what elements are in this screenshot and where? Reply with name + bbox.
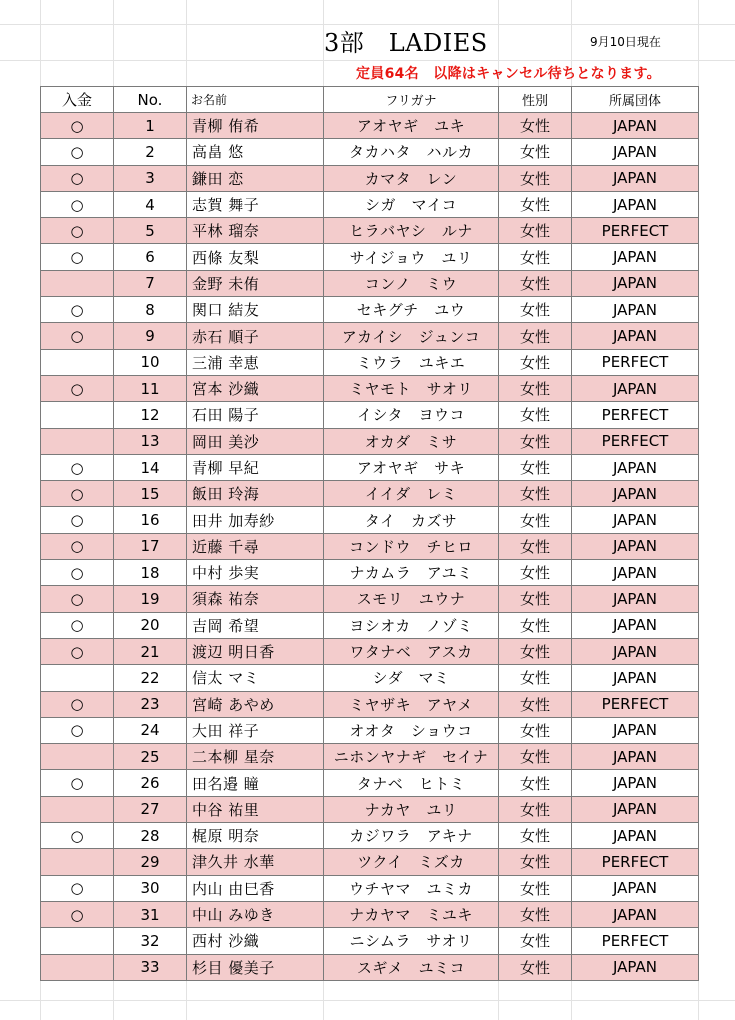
cell-no[interactable]: 13	[114, 428, 187, 454]
cell-gender[interactable]: 女性	[499, 586, 572, 612]
cell-no[interactable]: 24	[114, 717, 187, 743]
cell-kana[interactable]: ナカヤマ ミユキ	[324, 901, 499, 927]
cell-name[interactable]: 須森 祐奈	[187, 586, 324, 612]
cell-no[interactable]: 9	[114, 323, 187, 349]
cell-paid[interactable]: ○	[41, 481, 114, 507]
cell-kana[interactable]: タナベ ヒトミ	[324, 770, 499, 796]
cell-gender[interactable]: 女性	[499, 638, 572, 664]
cell-no[interactable]: 30	[114, 875, 187, 901]
cell-name[interactable]: 鎌田 恋	[187, 165, 324, 191]
cell-gender[interactable]: 女性	[499, 297, 572, 323]
col-header-team[interactable]: 所属団体	[572, 87, 699, 113]
cell-gender[interactable]: 女性	[499, 796, 572, 822]
cell-gender[interactable]: 女性	[499, 770, 572, 796]
cell-kana[interactable]: ヨシオカ ノゾミ	[324, 612, 499, 638]
cell-no[interactable]: 15	[114, 481, 187, 507]
cell-no[interactable]: 7	[114, 270, 187, 296]
cell-no[interactable]: 23	[114, 691, 187, 717]
cell-kana[interactable]: オオタ ショウコ	[324, 717, 499, 743]
table-row	[41, 560, 699, 586]
cell-team[interactable]: JAPAN	[572, 533, 699, 559]
cell-paid[interactable]	[41, 349, 114, 375]
table-row	[41, 770, 699, 796]
cell-paid[interactable]: ○	[41, 875, 114, 901]
cell-team[interactable]: JAPAN	[572, 744, 699, 770]
cell-no[interactable]: 5	[114, 218, 187, 244]
cell-name[interactable]: 信太 マミ	[187, 665, 324, 691]
cell-kana[interactable]: アカイシ ジュンコ	[324, 323, 499, 349]
cell-team[interactable]: PERFECT	[572, 218, 699, 244]
cell-gender[interactable]: 女性	[499, 928, 572, 954]
cell-no[interactable]: 22	[114, 665, 187, 691]
cell-kana[interactable]: イイダ レミ	[324, 481, 499, 507]
cell-team[interactable]: JAPAN	[572, 823, 699, 849]
table-row	[41, 796, 699, 822]
cell-paid[interactable]: ○	[41, 533, 114, 559]
cell-kana[interactable]: ツクイ ミズカ	[324, 849, 499, 875]
cell-paid[interactable]: ○	[41, 191, 114, 217]
cell-kana[interactable]: スギメ ユミコ	[324, 954, 499, 980]
cell-kana[interactable]: オカダ ミサ	[324, 428, 499, 454]
cell-no[interactable]: 32	[114, 928, 187, 954]
cell-no[interactable]: 33	[114, 954, 187, 980]
cell-name[interactable]: 宮本 沙織	[187, 375, 324, 401]
cell-name[interactable]: 赤石 順子	[187, 323, 324, 349]
cell-no[interactable]: 18	[114, 560, 187, 586]
cell-paid[interactable]	[41, 428, 114, 454]
table-row	[41, 928, 699, 954]
cell-kana[interactable]: カジワラ アキナ	[324, 823, 499, 849]
cell-paid[interactable]: ○	[41, 218, 114, 244]
cell-team[interactable]: JAPAN	[572, 612, 699, 638]
table-row	[41, 717, 699, 743]
cell-no[interactable]: 20	[114, 612, 187, 638]
cell-gender[interactable]: 女性	[499, 218, 572, 244]
cell-kana[interactable]: コンノ ミウ	[324, 270, 499, 296]
cell-team[interactable]: PERFECT	[572, 349, 699, 375]
cell-name[interactable]: 三浦 幸恵	[187, 349, 324, 375]
cell-name[interactable]: 関口 結友	[187, 297, 324, 323]
cell-kana[interactable]: アオヤギ ユキ	[324, 113, 499, 139]
cell-team[interactable]: JAPAN	[572, 796, 699, 822]
cell-team[interactable]: JAPAN	[572, 717, 699, 743]
cell-kana[interactable]: ナカヤ ユリ	[324, 796, 499, 822]
cell-kana[interactable]: ワタナベ アスカ	[324, 638, 499, 664]
cell-gender[interactable]: 女性	[499, 612, 572, 638]
col-header-no[interactable]: No.	[114, 87, 187, 113]
cell-gender[interactable]: 女性	[499, 875, 572, 901]
cell-no[interactable]: 2	[114, 139, 187, 165]
cell-gender[interactable]: 女性	[499, 481, 572, 507]
cell-no[interactable]: 11	[114, 375, 187, 401]
sheet-title: 3部 LADIES	[324, 29, 488, 57]
table-row	[41, 665, 699, 691]
cell-paid[interactable]: ○	[41, 375, 114, 401]
table-row	[41, 139, 699, 165]
table-row	[41, 454, 699, 480]
cell-kana[interactable]: ヒラバヤシ ルナ	[324, 218, 499, 244]
cell-no[interactable]: 19	[114, 586, 187, 612]
cell-name[interactable]: 志賀 舞子	[187, 191, 324, 217]
cell-name[interactable]: 梶原 明奈	[187, 823, 324, 849]
table-row	[41, 270, 699, 296]
cell-team[interactable]: JAPAN	[572, 323, 699, 349]
cell-gender[interactable]: 女性	[499, 665, 572, 691]
col-header-paid[interactable]: 入金	[41, 87, 114, 113]
cell-name[interactable]: 渡辺 明日香	[187, 638, 324, 664]
cell-team[interactable]: JAPAN	[572, 191, 699, 217]
table-row	[41, 875, 699, 901]
cell-kana[interactable]: コンドウ チヒロ	[324, 533, 499, 559]
header-row	[41, 87, 699, 113]
col-header-name[interactable]: お名前	[187, 87, 324, 113]
cell-kana[interactable]: ウチヤマ ユミカ	[324, 875, 499, 901]
col-header-kana[interactable]: フリガナ	[324, 87, 499, 113]
cell-name[interactable]: 西村 沙織	[187, 928, 324, 954]
cell-kana[interactable]: イシタ ヨウコ	[324, 402, 499, 428]
cell-paid[interactable]: ○	[41, 323, 114, 349]
cell-paid[interactable]: ○	[41, 770, 114, 796]
cell-team[interactable]: JAPAN	[572, 375, 699, 401]
cell-no[interactable]: 4	[114, 191, 187, 217]
cell-paid[interactable]	[41, 954, 114, 980]
cell-team[interactable]: JAPAN	[572, 297, 699, 323]
cell-no[interactable]: 17	[114, 533, 187, 559]
table-row	[41, 349, 699, 375]
cell-paid[interactable]: ○	[41, 113, 114, 139]
cell-paid[interactable]	[41, 402, 114, 428]
cell-no[interactable]: 26	[114, 770, 187, 796]
table-row	[41, 428, 699, 454]
cell-no[interactable]: 1	[114, 113, 187, 139]
cell-kana[interactable]: ナカムラ アユミ	[324, 560, 499, 586]
cell-no[interactable]: 27	[114, 796, 187, 822]
grid-line	[0, 1000, 735, 1001]
cell-name[interactable]: 大田 祥子	[187, 717, 324, 743]
cell-gender[interactable]: 女性	[499, 402, 572, 428]
cell-team[interactable]: JAPAN	[572, 586, 699, 612]
cell-paid[interactable]	[41, 744, 114, 770]
cell-gender[interactable]: 女性	[499, 849, 572, 875]
cell-kana[interactable]: アオヤギ サキ	[324, 454, 499, 480]
cell-name[interactable]: 内山 由巳香	[187, 875, 324, 901]
cell-gender[interactable]: 女性	[499, 191, 572, 217]
cell-gender[interactable]: 女性	[499, 901, 572, 927]
cell-team[interactable]: JAPAN	[572, 454, 699, 480]
cell-paid[interactable]: ○	[41, 507, 114, 533]
cell-team[interactable]: JAPAN	[572, 165, 699, 191]
cell-paid[interactable]	[41, 849, 114, 875]
cell-gender[interactable]: 女性	[499, 428, 572, 454]
cell-name[interactable]: 金野 未侑	[187, 270, 324, 296]
cell-name[interactable]: 西條 友梨	[187, 244, 324, 270]
cell-name[interactable]: 中谷 祐里	[187, 796, 324, 822]
cell-paid[interactable]: ○	[41, 612, 114, 638]
cell-gender[interactable]: 女性	[499, 165, 572, 191]
cell-name[interactable]: 飯田 玲海	[187, 481, 324, 507]
table-row	[41, 901, 699, 927]
cell-paid[interactable]	[41, 270, 114, 296]
cell-paid[interactable]	[41, 928, 114, 954]
cell-gender[interactable]: 女性	[499, 744, 572, 770]
cell-paid[interactable]: ○	[41, 717, 114, 743]
cell-no[interactable]: 31	[114, 901, 187, 927]
cell-no[interactable]: 29	[114, 849, 187, 875]
as-of-date: 9月10日現在	[590, 35, 661, 49]
cell-paid[interactable]: ○	[41, 691, 114, 717]
cell-kana[interactable]: タイ カズサ	[324, 507, 499, 533]
table-row	[41, 744, 699, 770]
table-row	[41, 823, 699, 849]
cell-kana[interactable]: ニシムラ サオリ	[324, 928, 499, 954]
cell-kana[interactable]: ミヤモト サオリ	[324, 375, 499, 401]
col-header-gender[interactable]: 性別	[499, 87, 572, 113]
table-row	[41, 191, 699, 217]
table-row	[41, 612, 699, 638]
table-row	[41, 375, 699, 401]
cell-name[interactable]: 田井 加寿紗	[187, 507, 324, 533]
cell-gender[interactable]: 女性	[499, 349, 572, 375]
cell-paid[interactable]: ○	[41, 139, 114, 165]
cell-name[interactable]: 吉岡 希望	[187, 612, 324, 638]
cell-paid[interactable]: ○	[41, 823, 114, 849]
cell-paid[interactable]: ○	[41, 165, 114, 191]
cell-team[interactable]: JAPAN	[572, 638, 699, 664]
cell-name[interactable]: 田名邉 瞳	[187, 770, 324, 796]
cell-kana[interactable]: シダ マミ	[324, 665, 499, 691]
cell-team[interactable]: JAPAN	[572, 560, 699, 586]
table-row	[41, 691, 699, 717]
cell-name[interactable]: 津久井 水華	[187, 849, 324, 875]
cell-team[interactable]: JAPAN	[572, 665, 699, 691]
cell-paid[interactable]	[41, 665, 114, 691]
cell-no[interactable]: 16	[114, 507, 187, 533]
cell-gender[interactable]: 女性	[499, 717, 572, 743]
cell-name[interactable]: 杉目 優美子	[187, 954, 324, 980]
cell-no[interactable]: 25	[114, 744, 187, 770]
table-row	[41, 638, 699, 664]
table-row	[41, 323, 699, 349]
cell-name[interactable]: 平林 瑠奈	[187, 218, 324, 244]
cell-kana[interactable]: セキグチ ユウ	[324, 297, 499, 323]
table-row	[41, 165, 699, 191]
cell-no[interactable]: 10	[114, 349, 187, 375]
cell-name[interactable]: 中山 みゆき	[187, 901, 324, 927]
cell-team[interactable]: PERFECT	[572, 402, 699, 428]
cell-gender[interactable]: 女性	[499, 270, 572, 296]
cell-gender[interactable]: 女性	[499, 375, 572, 401]
cell-paid[interactable]: ○	[41, 454, 114, 480]
cell-team[interactable]: PERFECT	[572, 849, 699, 875]
cell-name[interactable]: 宮崎 あやめ	[187, 691, 324, 717]
table-row	[41, 481, 699, 507]
cell-gender[interactable]: 女性	[499, 691, 572, 717]
cell-team[interactable]: JAPAN	[572, 113, 699, 139]
table-row	[41, 297, 699, 323]
cell-paid[interactable]: ○	[41, 560, 114, 586]
cell-no[interactable]: 14	[114, 454, 187, 480]
cell-kana[interactable]: ミヤザキ アヤメ	[324, 691, 499, 717]
cell-gender[interactable]: 女性	[499, 560, 572, 586]
cell-team[interactable]: JAPAN	[572, 770, 699, 796]
cell-paid[interactable]: ○	[41, 244, 114, 270]
cell-no[interactable]: 6	[114, 244, 187, 270]
cell-no[interactable]: 8	[114, 297, 187, 323]
cell-paid[interactable]: ○	[41, 297, 114, 323]
cell-gender[interactable]: 女性	[499, 139, 572, 165]
cell-name[interactable]: 中村 歩実	[187, 560, 324, 586]
cell-team[interactable]: JAPAN	[572, 901, 699, 927]
cell-name[interactable]: 岡田 美沙	[187, 428, 324, 454]
cell-paid[interactable]: ○	[41, 638, 114, 664]
cell-gender[interactable]: 女性	[499, 507, 572, 533]
cell-paid[interactable]	[41, 796, 114, 822]
cell-team[interactable]: JAPAN	[572, 139, 699, 165]
cell-kana[interactable]: スモリ ユウナ	[324, 586, 499, 612]
cell-gender[interactable]: 女性	[499, 823, 572, 849]
table-row	[41, 218, 699, 244]
cell-no[interactable]: 3	[114, 165, 187, 191]
cell-gender[interactable]: 女性	[499, 244, 572, 270]
cell-name[interactable]: 青柳 早紀	[187, 454, 324, 480]
cell-gender[interactable]: 女性	[499, 954, 572, 980]
cell-kana[interactable]: カマタ レン	[324, 165, 499, 191]
table-row	[41, 533, 699, 559]
capacity-notice: 定員64名 以降はキャンセル待ちとなります。	[356, 66, 661, 82]
cell-no[interactable]: 12	[114, 402, 187, 428]
cell-team[interactable]: JAPAN	[572, 875, 699, 901]
cell-team[interactable]: PERFECT	[572, 428, 699, 454]
cell-name[interactable]: 石田 陽子	[187, 402, 324, 428]
cell-name[interactable]: 青柳 侑希	[187, 113, 324, 139]
cell-kana[interactable]: シガ マイコ	[324, 191, 499, 217]
cell-kana[interactable]: タカハタ ハルカ	[324, 139, 499, 165]
cell-name[interactable]: 高畠 悠	[187, 139, 324, 165]
cell-paid[interactable]: ○	[41, 586, 114, 612]
cell-gender[interactable]: 女性	[499, 533, 572, 559]
cell-team[interactable]: PERFECT	[572, 928, 699, 954]
table-row	[41, 849, 699, 875]
cell-team[interactable]: JAPAN	[572, 244, 699, 270]
table-row	[41, 402, 699, 428]
grid-line	[0, 24, 735, 25]
cell-no[interactable]: 28	[114, 823, 187, 849]
cell-team[interactable]: JAPAN	[572, 507, 699, 533]
cell-team[interactable]: JAPAN	[572, 481, 699, 507]
table-row	[41, 586, 699, 612]
cell-gender[interactable]: 女性	[499, 323, 572, 349]
grid-line	[0, 60, 735, 61]
cell-kana[interactable]: ニホンヤナギ セイナ	[324, 744, 499, 770]
cell-team[interactable]: JAPAN	[572, 954, 699, 980]
table-row	[41, 113, 699, 139]
cell-team[interactable]: JAPAN	[572, 270, 699, 296]
cell-team[interactable]: PERFECT	[572, 691, 699, 717]
cell-kana[interactable]: サイジョウ ユリ	[324, 244, 499, 270]
cell-gender[interactable]: 女性	[499, 454, 572, 480]
cell-name[interactable]: 二本柳 星奈	[187, 744, 324, 770]
cell-gender[interactable]: 女性	[499, 113, 572, 139]
table-row	[41, 244, 699, 270]
cell-no[interactable]: 21	[114, 638, 187, 664]
table-row	[41, 954, 699, 980]
cell-paid[interactable]: ○	[41, 901, 114, 927]
roster-table	[40, 86, 699, 981]
table-row	[41, 507, 699, 533]
cell-name[interactable]: 近藤 千尋	[187, 533, 324, 559]
cell-kana[interactable]: ミウラ ユキエ	[324, 349, 499, 375]
